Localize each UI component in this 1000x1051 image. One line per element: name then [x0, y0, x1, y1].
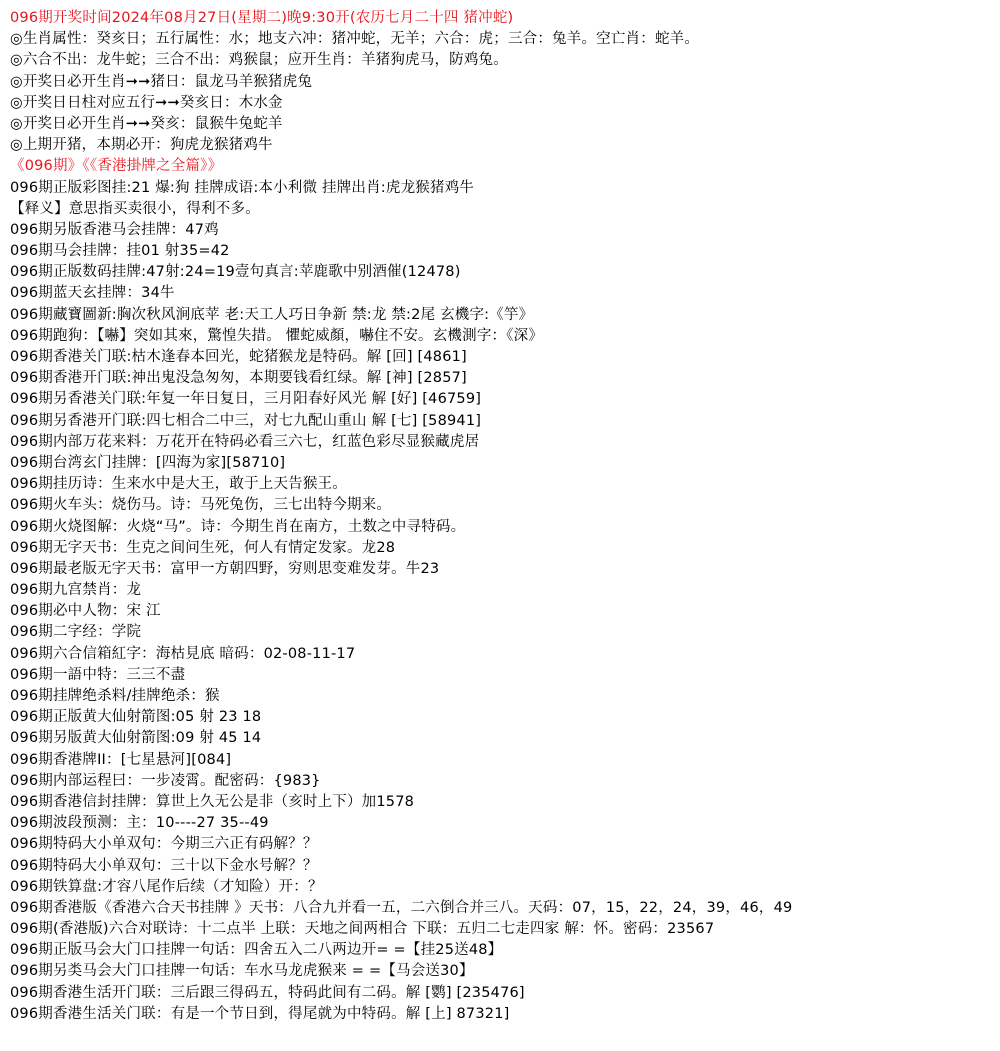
alt-gate-board-line: 096期另类马会大门口挂牌一句话：车水马龙虎猴来 = =【马会送30】	[10, 963, 474, 980]
hk-envelope-line: 096期香港信封挂牌：算世上久无公是非（亥时上下）加1578	[10, 793, 415, 810]
liuhe-not-out-line: ◎六合不出：龙牛蛇；三合不出：鸡猴鼠；应开生肖：羊猪狗虎马，防鸡兔。	[10, 52, 508, 69]
alt-hk-jockey-line: 096期另版香港马会挂牌：47鸡	[10, 221, 219, 238]
zodiac-attributes-line: ◎生肖属性：癸亥日；五行属性：水；地支六冲：猪冲蛇，无羊；六合：虎；三合：兔羊。空亡肖：蛇羊。	[10, 31, 700, 48]
close-door-couplet-line: 096期香港关门联:枯木逢春本回光，蛇猪猴龙是特码。解 [回] [4861]	[10, 349, 467, 365]
size-odd-even-line-1: 096期特码大小单双句：今期三六正有码解？？	[10, 836, 318, 853]
one-phrase-line: 096期一語中特：三三不盡	[10, 666, 186, 683]
alt-wong-tai-sin-line: 096期另版黄大仙射箭图:09 射 45 14	[10, 730, 262, 747]
must-hit-person-line: 096期必中人物：宋 江	[10, 603, 161, 620]
fire-map-line: 096期火烧图解：火烧“马”。诗：今期生肖在南方，土数之中寻特码。	[10, 518, 466, 535]
two-character-line: 096期二字经：学院	[10, 624, 142, 641]
couplet-poem-line: 096期(香港版)六合对联诗：十二点半 上联：天地之间两相合 下联：五归二七走四家 解：怀。密码：23567	[10, 921, 715, 938]
nine-palace-line: 096期九宫禁肖：龙	[10, 582, 142, 599]
iron-abacus-line: 096期铁算盘:才容八尾作后续（才知险）开：？	[10, 878, 323, 895]
section-heading: 《096期》《《香港掛牌之全篇》》	[10, 158, 223, 175]
draw-day-zodiac-line: ◎开奖日必开生肖➞➞猪日：鼠龙马羊猴猪虎兔	[10, 73, 313, 90]
mailbox-red-line: 096期六合信箱紅字：海枯見底 暗码：02-08-11-17	[10, 645, 356, 662]
calendar-poem-line: 096期挂历诗：生来水中是大王，敢于上天告猴王。	[10, 476, 347, 493]
wong-tai-sin-line: 096期正版黄大仙射箭图:05 射 23 18	[10, 709, 262, 726]
gate-board-line: 096期正版马会大门口挂牌一句话：四舍五入二八两边开= =【挂25送48】	[10, 942, 503, 959]
guihai-zodiac-line: ◎开奖日必开生肖➞➞癸亥：鼠猴牛兔蛇羊	[10, 115, 283, 132]
wordless-book-line: 096期无字天书：生克之间问生死，何人有情定发家。龙28	[10, 539, 396, 556]
last-period-line: ◎上期开猪，本期必开：狗虎龙猴猪鸡牛	[10, 137, 273, 154]
heaven-book-line: 096期香港版《香港六合天书挂牌 》天书：八合九并看一五，二六倒合并三八。天码：07，15，22，24，39，46，49	[10, 899, 793, 916]
draw-time-heading: 096期开奖时间2024年08月27日(星期二)晚9:30开(农历七月二十四 猪冲蛇)	[10, 10, 514, 26]
band-forecast-line: 096期波段预测：主：10----27 35--49	[10, 815, 269, 832]
size-odd-even-line-2: 096期特码大小单双句：三十以下金水号解？？	[10, 857, 318, 874]
life-open-couplet-line: 096期香港生活开门联：三后跟三得码五，特码此间有二码。解 [鹦] [235476]	[10, 984, 525, 1001]
official-picture-line: 096期正版彩图挂:21 爆:狗 挂牌成语:本小利微 挂牌出肖:虎龙猴猪鸡牛	[10, 179, 475, 196]
oldest-wordless-book-line: 096期最老版无字天书：富甲一方朝四野，穷则思变难发芽。牛23	[10, 560, 440, 577]
digital-board-line: 096期正版数码挂牌:47射:24=19壹句真言:苹鹿歌中别酒催(12478)	[10, 264, 461, 281]
open-door-couplet-line: 096期香港开门联:神出鬼没急匆匆，本期要钱看红绿。解 [神] [2857]	[10, 370, 467, 387]
train-head-line: 096期火车头：烧伤马。诗：马死兔伤，三七出特今期来。	[10, 497, 392, 514]
taiwan-board-line: 096期台湾玄门挂牌：[四海为家][58710]	[10, 454, 286, 471]
jockey-club-line: 096期马会挂牌：挂01 射35=42	[10, 243, 230, 260]
hk-board-ii-line: 096期香港牌II：[七星悬河][084]	[10, 751, 232, 768]
alt-close-door-couplet-line: 096期另香港关门联:年复一年日复日，三月阳春好风光 解 [好] [46759]	[10, 391, 482, 408]
internal-fortune-line: 096期内部运程曰：一步凌霄。配密码：{983}	[10, 772, 321, 789]
life-close-couplet-line: 096期香港生活关门联：有是一个节日到，得尾就为中特码。解 [上] 87321]	[10, 1005, 510, 1022]
day-pillar-elements-line: ◎开奖日日柱对应五行➞➞癸亥日：木水金	[10, 94, 283, 111]
lottery-document	[10, 8, 995, 1025]
explanation-line: 【释义】意思指买卖很小，得利不多。	[10, 200, 260, 217]
alt-open-door-couplet-line: 096期另香港开门联:四七相合二中三，对七九配山重山 解 [七] [58941]	[10, 412, 482, 429]
internal-flowers-line: 096期内部万花来料：万花开在特码必看三六七，红蓝色彩尽显猴藏虎居	[10, 433, 480, 450]
treasure-map-line: 096期藏寶圖新:胸次秋风涧底苹 老:天工人巧日争新 禁:龙 禁:2尾 玄機字:《竽》	[10, 306, 534, 323]
blue-sky-line: 096期蓝天玄挂牌：34牛	[10, 285, 175, 302]
running-dog-line: 096期跑狗：【嚇】突如其來，驚惶失措。 懼蛇威顏，嚇住不安。玄機測字：《深》	[10, 327, 544, 344]
board-kill-line: 096期挂牌绝杀料/挂牌绝杀：猴	[10, 688, 220, 704]
